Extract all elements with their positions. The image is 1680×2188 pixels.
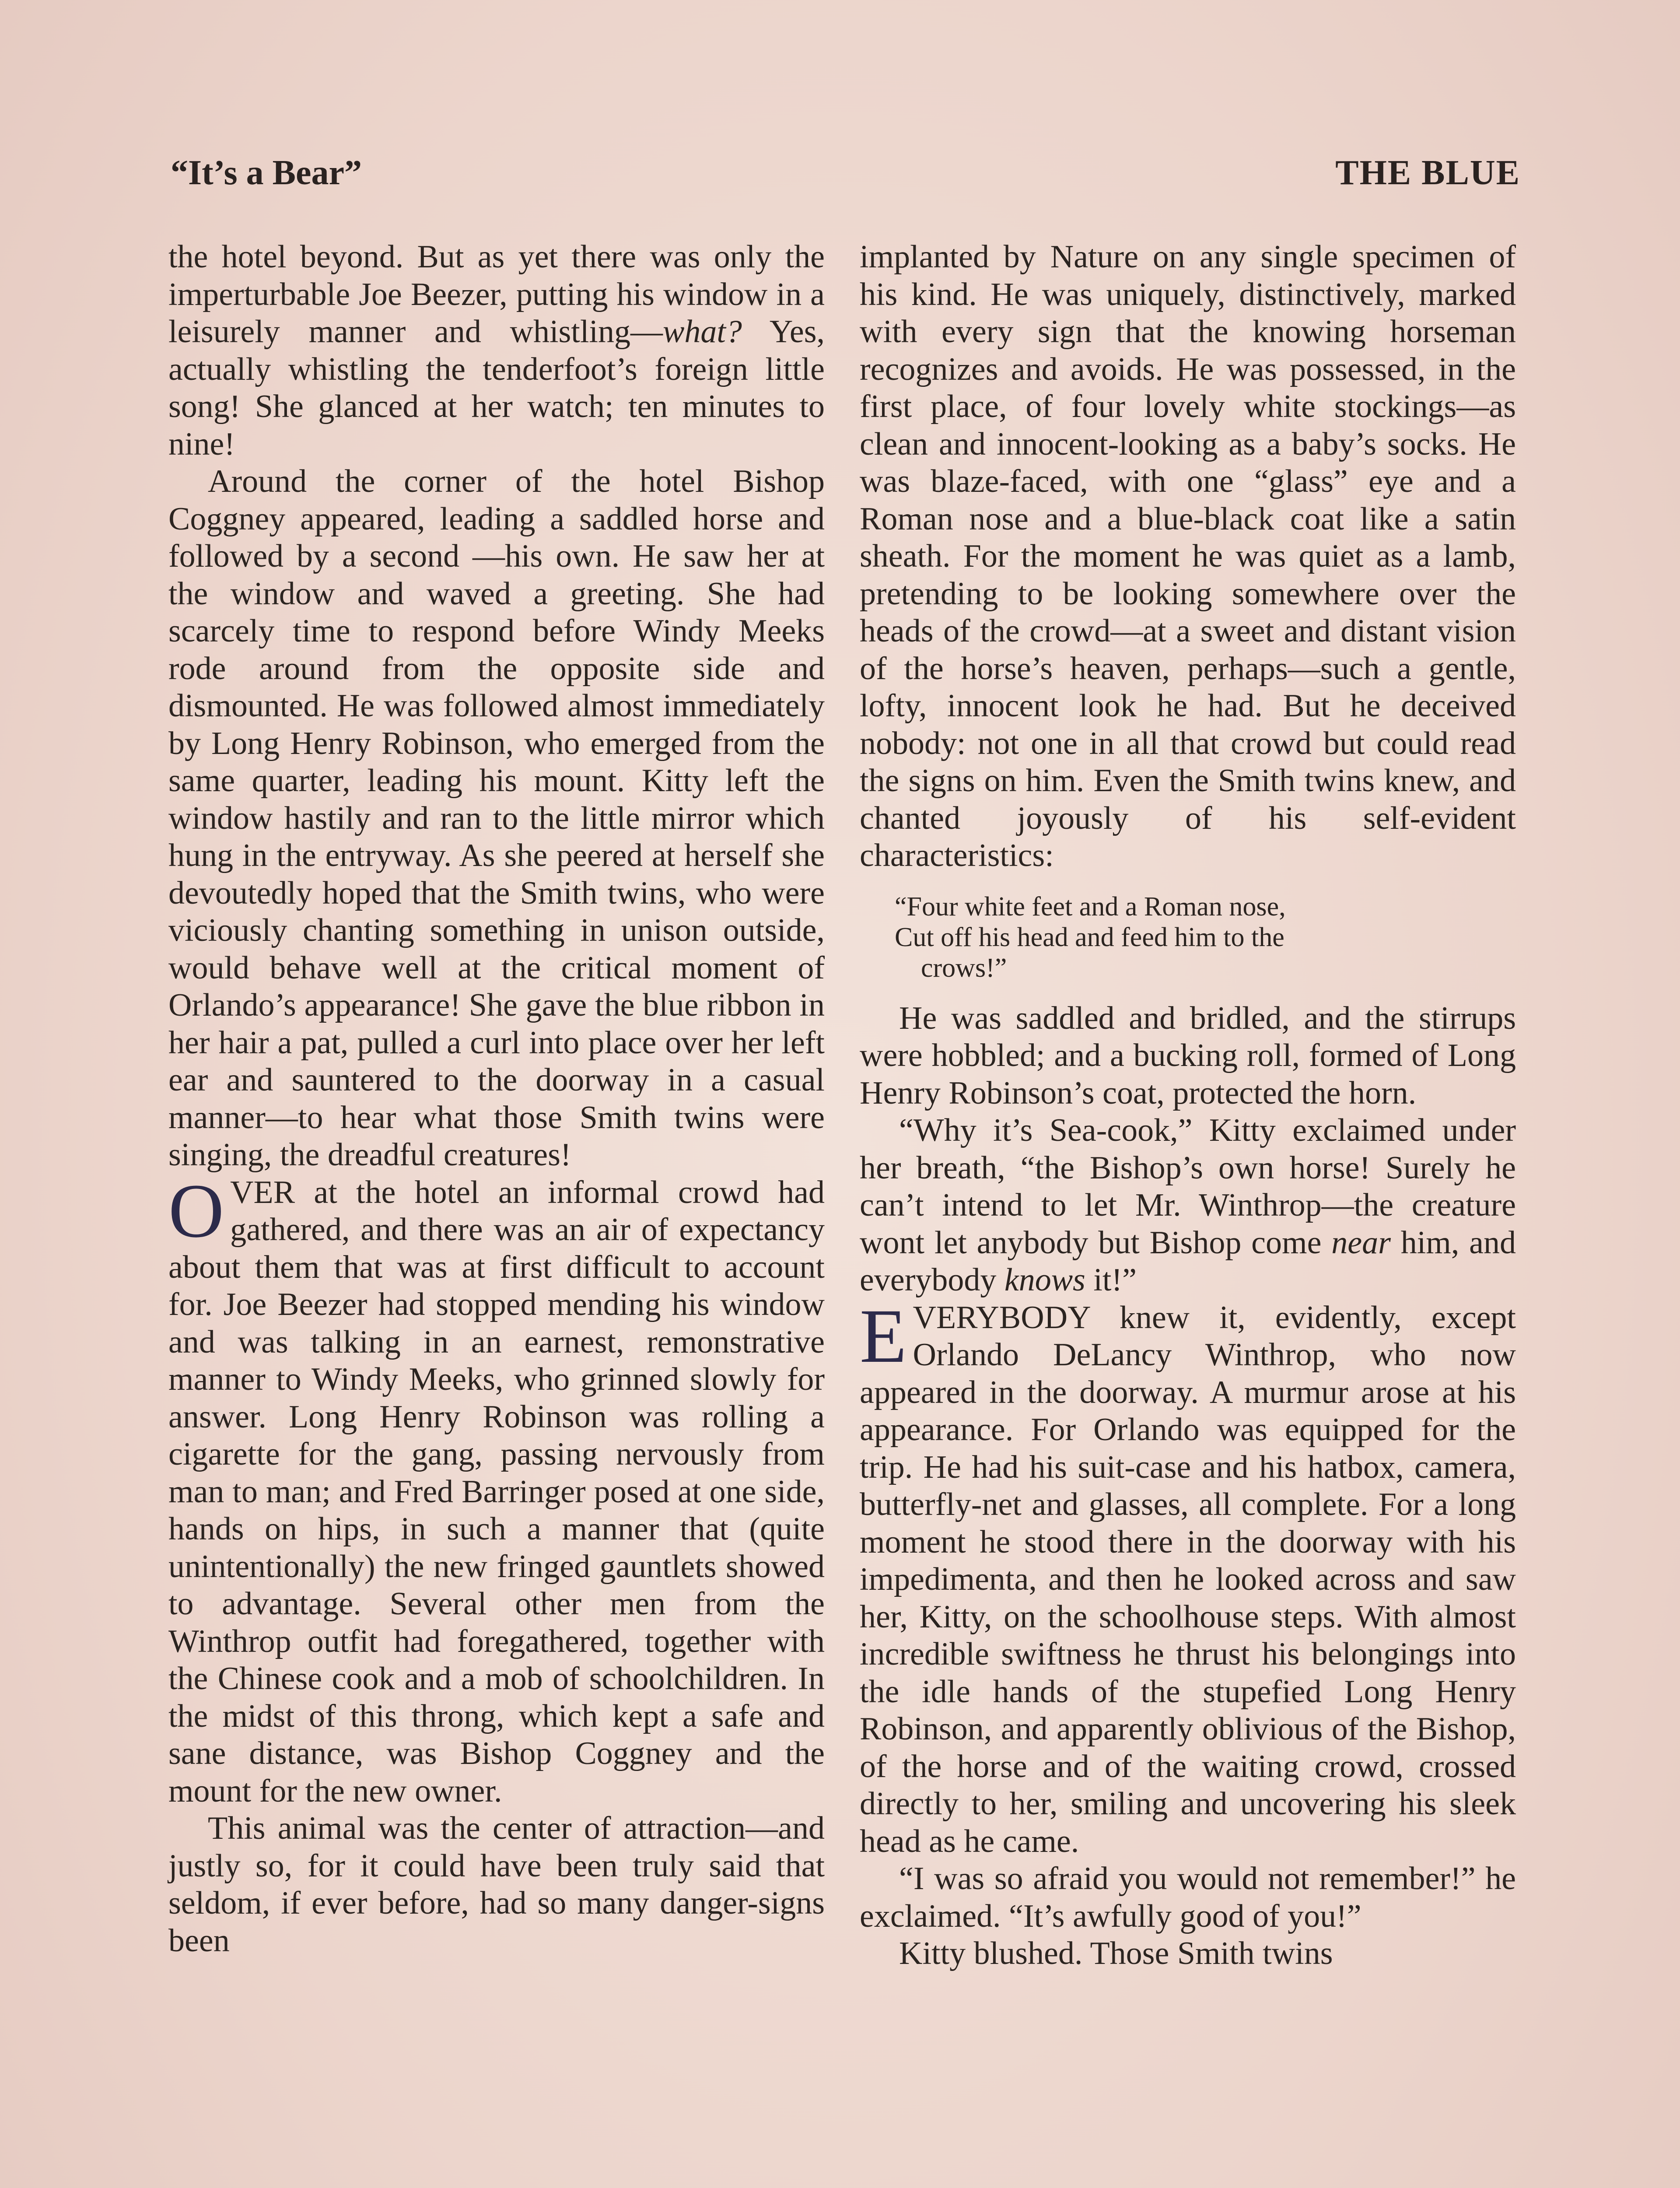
left-column	[168, 238, 825, 1960]
verse-line: “Four white feet and a Roman nose,	[895, 891, 1286, 922]
verse-line: Cut off his head and feed him to the	[895, 922, 1284, 952]
running-head	[171, 149, 1520, 197]
paragraph: implanted by Nature on any single specimen of his kind. He was uniquely, distinctively, marked with every sign that the knowing horseman recognizes and avoids. He was possessed, in the first place, of four lovely white stockings—as clean and innocent-looking as a baby’s socks. He was blaze-faced, with one “glass” eye and a Roman nose and a blue-black coat like a satin sheath. For the moment he was quiet as a lamb, pretending to be looking somewhere over the heads of the crowd—at a sweet and distant vision of the horse’s heaven, perhaps—such a gentle, lofty, innocent look he had. But he deceived nobody: not one in all that crowd but could read the signs on him. Even the Smith twins knew, and chanted joyously of his self-evident characteristics:	[860, 239, 1516, 873]
paragraph: “Why it’s Sea-cook,” Kitty exclaimed under her breath, “the Bishop’s own horse! Surely he can’t intend to let Mr. Winthrop—the creature wont let anybody but Bishop come near him, and everybody knows it!”	[860, 1112, 1516, 1298]
paragraph: OVER at the hotel an informal crowd had gathered, and there was an air of expectancy about them that was at first difficult to account for. Joe Beezer had stopped mending his window and was talking in an earnest, remonstrative manner to Windy Meeks, who grinned slowly for answer. Long Henry Robinson was rolling a cigarette for the gang, passing nervously from man to man; and Fred Barringer posed at one side, hands on hips, in such a manner that (quite unintentionally) the new fringed gauntlets showed to advantage. Several other men from the Winthrop outfit had foregathered, together with the Chinese cook and a mob of schoolchildren. In the midst of this throng, which kept a safe and sane distance, was Bishop Coggney and the mount for the new owner.	[168, 1168, 825, 1809]
right-column	[860, 238, 1516, 1973]
drop-cap: E	[860, 1293, 907, 1379]
paragraph: “I was so afraid you would not remember!” he exclaimed. “It’s awfully good of you!”	[860, 1861, 1516, 1934]
verse-line: crows!”	[921, 953, 1007, 983]
magazine-title-header: THE BLUE	[1335, 154, 1520, 192]
paragraph: the hotel beyond. But as yet there was only the imperturbable Joe Beezer, putting his window in a leisurely manner and whistling—what? Yes, actually whistling the tenderfoot’s foreign little song! She glanced at her watch; ten minutes to nine!	[168, 239, 825, 462]
paragraph: EVERYBODY knew it, evidently, except Orlando DeLancy Winthrop, who now appeared in the doorway. A murmur arose at his appearance. For Orlando was equipped for the trip. He had his suit-case and his hatbox, camera, butterfly-net and glasses, all complete. For a long moment he stood there in the doorway with his impedimenta, and then he looked across and saw her, Kitty, on the schoolhouse steps. With almost incredible swiftness he thrust his belongings into the idle hands of the stupefied Long Henry Robinson, and apparently oblivious of the Bishop, of the horse and of the waiting crowd, crossed directly to her, smiling and uncovering his sleek head as he came.	[860, 1293, 1516, 1859]
paragraph: Kitty blushed. Those Smith twins	[899, 1936, 1333, 1971]
paragraph: This animal was the center of attraction—and justly so, for it could have been truly said that seldom, if ever before, had so many danger-signs been	[168, 1810, 825, 1959]
drop-cap: O	[168, 1168, 224, 1254]
verse-quote	[895, 891, 1516, 983]
paragraph: Around the corner of the hotel Bishop Coggney appeared, leading a saddled horse and followed by a second —his own. He saw her at the window and waved a greeting. She had scarcely time to respond before Windy Meeks rode around from the opposite side and dismounted. He was followed almost immediately by Long Henry Robinson, who emerged from the same quarter, leading his mount. Kitty left the window hastily and ran to the little mirror which hung in the entryway. As she peered at herself she devoutedly hoped that the Smith twins, who were viciously chanting something in unison outside, would behave well at the critical moment of Orlando’s appearance! She gave the blue ribbon in her hair a pat, pulled a curl into place over her left ear and sauntered to the doorway in a casual manner—to hear what those Smith twins were singing, the dreadful creatures!	[168, 463, 825, 1173]
story-title-header: “It’s a Bear”	[171, 154, 362, 192]
paragraph: He was saddled and bridled, and the stirrups were hobbled; and a bucking roll, formed of Long Henry Robinson’s coat, protected the horn.	[860, 1000, 1516, 1111]
